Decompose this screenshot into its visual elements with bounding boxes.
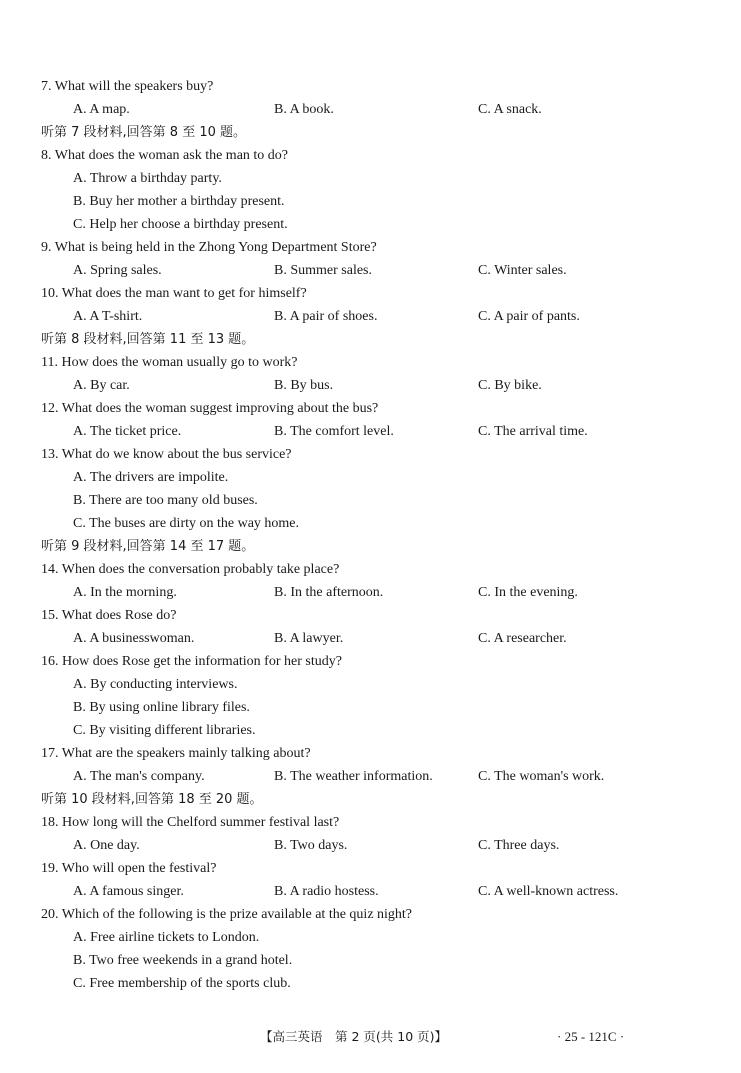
option-line <box>0 674 741 696</box>
page-footer-label: 【高三英语 第 2 页(共 10 页)】 <box>260 1029 448 1044</box>
option-c: C. A snack. <box>478 102 542 117</box>
option-b: B. A pair of shoes. <box>274 309 378 324</box>
option-text: A. Throw a birthday party. <box>73 171 222 186</box>
page-code: · 25 - 121C · <box>557 1029 625 1044</box>
option-b: B. A lawyer. <box>274 631 344 646</box>
options-row <box>0 375 741 397</box>
options-row <box>0 421 741 443</box>
options-row <box>0 766 741 788</box>
option-text: B. By using online library files. <box>73 700 250 715</box>
option-b: B. A radio hostess. <box>274 884 379 899</box>
option-text: B. Two free weekends in a grand hotel. <box>73 953 293 968</box>
option-text: A. Free airline tickets to London. <box>73 930 260 945</box>
option-line <box>0 168 741 190</box>
section-text: 听第 9 段材料,回答第 14 至 17 题。 <box>41 539 255 554</box>
option-text: C. Free membership of the sports club. <box>73 976 291 991</box>
option-c: C. The woman's work. <box>478 769 605 784</box>
options-row <box>0 628 741 650</box>
option-c: C. A well-known actress. <box>478 884 619 899</box>
option-a: A. One day. <box>73 838 140 853</box>
option-text: C. Help her choose a birthday present. <box>73 217 288 232</box>
option-a: A. A T-shirt. <box>73 309 143 324</box>
option-b: B. Two days. <box>274 838 348 853</box>
option-line <box>0 191 741 213</box>
option-a: A. Spring sales. <box>73 263 162 278</box>
option-a: A. By car. <box>73 378 130 393</box>
option-b: B. Summer sales. <box>274 263 372 278</box>
question-text: 8. What does the woman ask the man to do? <box>41 148 289 163</box>
question-text: 12. What does the woman suggest improving about the bus? <box>41 401 379 416</box>
question-text: 9. What is being held in the Zhong Yong Department Store? <box>41 240 377 255</box>
option-b: B. The weather information. <box>274 769 433 784</box>
question-line <box>0 651 741 673</box>
question-text: 16. How does Rose get the information for her study? <box>41 654 342 669</box>
section-text: 听第 7 段材料,回答第 8 至 10 题。 <box>41 125 247 140</box>
option-text: A. By conducting interviews. <box>73 677 238 692</box>
question-text: 7. What will the speakers buy? <box>41 79 214 94</box>
question-text: 11. How does the woman usually go to work? <box>41 355 298 370</box>
option-text: B. There are too many old buses. <box>73 493 258 508</box>
option-text: A. The drivers are impolite. <box>73 470 229 485</box>
option-b: B. A book. <box>274 102 334 117</box>
option-b: B. In the afternoon. <box>274 585 384 600</box>
options-row <box>0 582 741 604</box>
question-text: 15. What does Rose do? <box>41 608 177 623</box>
section-instruction <box>0 329 741 351</box>
question-line <box>0 76 741 98</box>
question-text: 19. Who will open the festival? <box>41 861 217 876</box>
section-text: 听第 8 段材料,回答第 11 至 13 题。 <box>41 332 255 347</box>
option-a: A. In the morning. <box>73 585 177 600</box>
question-line <box>0 904 741 926</box>
options-row <box>0 260 741 282</box>
option-c: C. By bike. <box>478 378 542 393</box>
section-text: 听第 10 段材料,回答第 18 至 20 题。 <box>41 792 263 807</box>
question-text: 14. When does the conversation probably take place? <box>41 562 340 577</box>
option-c: C. A pair of pants. <box>478 309 580 324</box>
options-row <box>0 835 741 857</box>
option-line <box>0 467 741 489</box>
options-row <box>0 881 741 903</box>
option-line <box>0 513 741 535</box>
question-line <box>0 743 741 765</box>
question-text: 20. Which of the following is the prize available at the quiz night? <box>41 907 413 922</box>
option-text: C. By visiting different libraries. <box>73 723 256 738</box>
option-c: C. A researcher. <box>478 631 567 646</box>
options-row <box>0 306 741 328</box>
question-line <box>0 858 741 880</box>
option-a: A. The ticket price. <box>73 424 182 439</box>
question-line <box>0 605 741 627</box>
question-text: 13. What do we know about the bus service? <box>41 447 292 462</box>
question-line <box>0 237 741 259</box>
question-text: 17. What are the speakers mainly talking about? <box>41 746 311 761</box>
option-a: A. A famous singer. <box>73 884 184 899</box>
options-row <box>0 99 741 121</box>
question-line <box>0 283 741 305</box>
option-line <box>0 950 741 972</box>
option-c: C. Winter sales. <box>478 263 567 278</box>
question-text: 18. How long will the Chelford summer festival last? <box>41 815 340 830</box>
question-line <box>0 559 741 581</box>
question-line <box>0 352 741 374</box>
option-line <box>0 214 741 236</box>
option-a: A. A map. <box>73 102 130 117</box>
option-c: C. In the evening. <box>478 585 578 600</box>
option-line <box>0 490 741 512</box>
question-line <box>0 145 741 167</box>
option-a: A. The man's company. <box>73 769 205 784</box>
question-text: 10. What does the man want to get for himself? <box>41 286 307 301</box>
question-line <box>0 444 741 466</box>
option-a: A. A businesswoman. <box>73 631 195 646</box>
option-line <box>0 697 741 719</box>
option-c: C. Three days. <box>478 838 560 853</box>
option-b: B. The comfort level. <box>274 424 394 439</box>
option-line <box>0 973 741 995</box>
section-instruction <box>0 536 741 558</box>
section-instruction <box>0 789 741 811</box>
option-line <box>0 720 741 742</box>
option-text: C. The buses are dirty on the way home. <box>73 516 300 531</box>
question-line <box>0 398 741 420</box>
option-text: B. Buy her mother a birthday present. <box>73 194 285 209</box>
option-c: C. The arrival time. <box>478 424 588 439</box>
option-b: B. By bus. <box>274 378 334 393</box>
option-line <box>0 927 741 949</box>
section-instruction <box>0 122 741 144</box>
question-line <box>0 812 741 834</box>
